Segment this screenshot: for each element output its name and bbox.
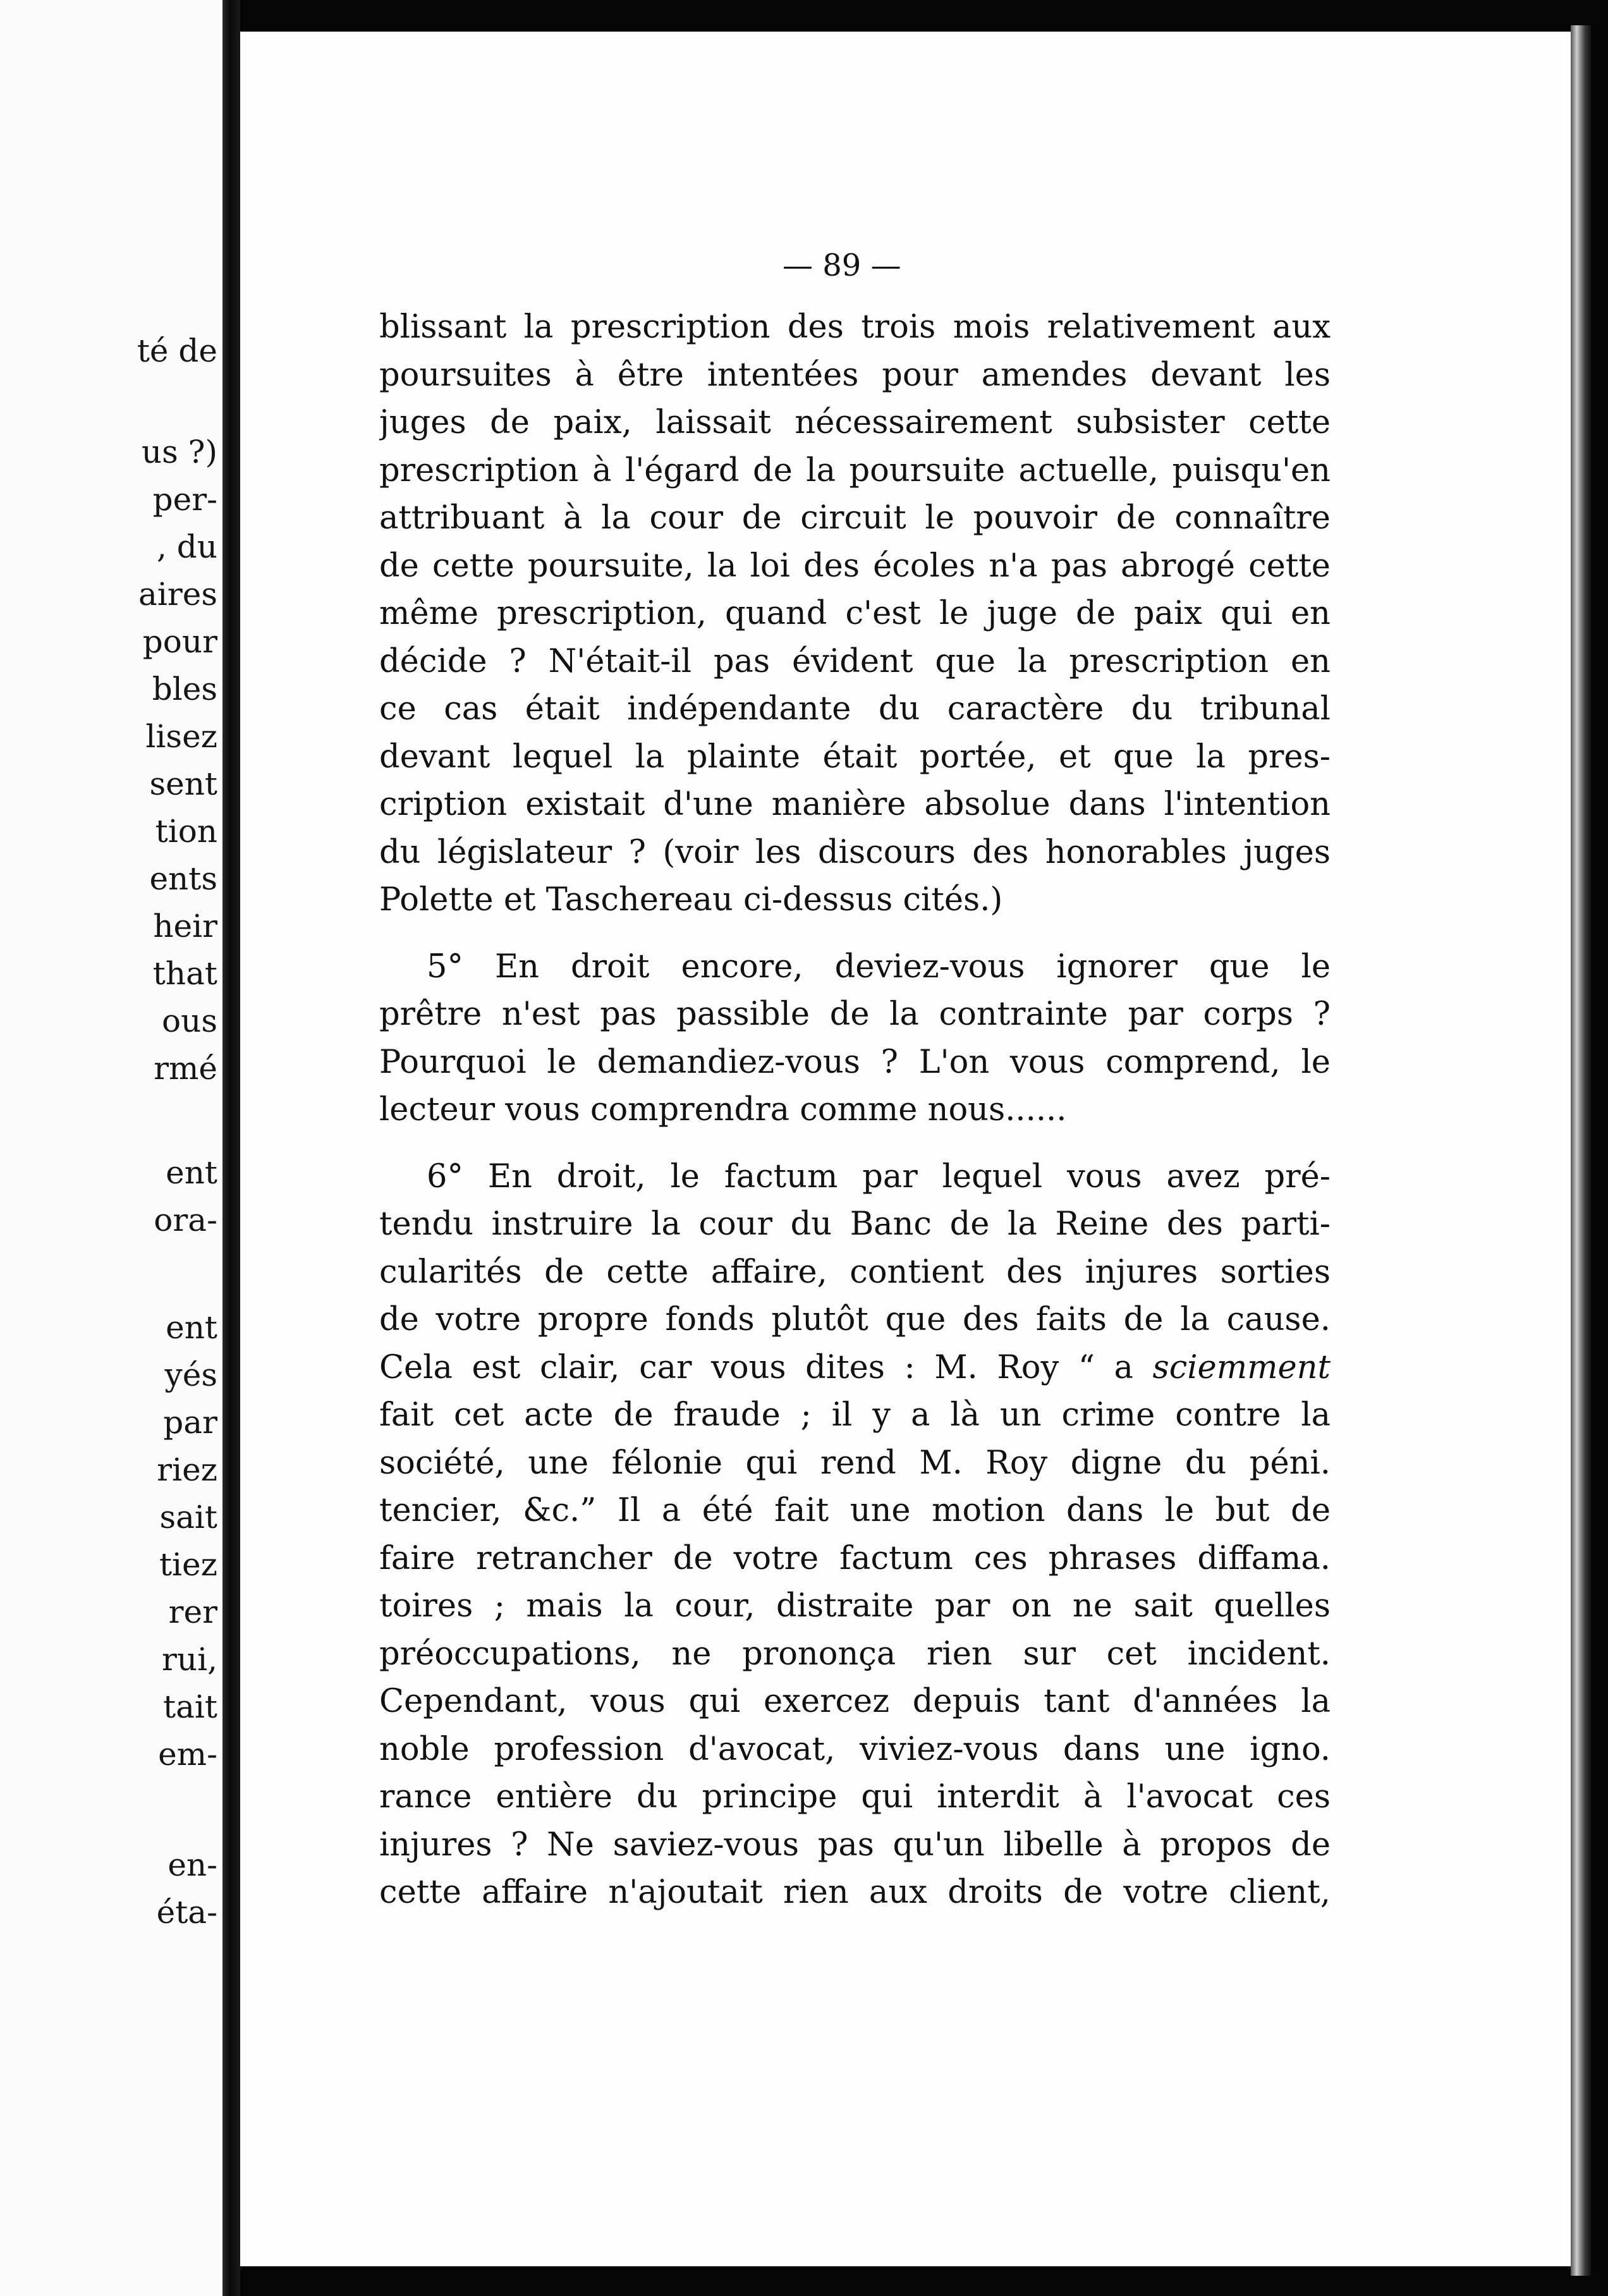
text-line: de votre propre fonds plutôt que des faits de la cause. xyxy=(379,1301,1331,1338)
left-page-line: ents xyxy=(149,860,217,897)
left-facing-page xyxy=(0,0,222,2296)
text-line: attribuant à la cour de circuit le pouvoir de connaître xyxy=(379,499,1331,537)
text-line: devant lequel la plainte était portée, et que la pres- xyxy=(379,738,1331,776)
left-page-line: pour xyxy=(142,623,217,660)
text-line: société, une félonie qui rend M. Roy digne du péni. xyxy=(379,1444,1331,1482)
book-gutter xyxy=(222,0,240,2296)
text-line: ce cas était indépendante du caractère du tribunal xyxy=(379,690,1331,728)
text-line: 6° En droit, le factum par lequel vous avez pré- xyxy=(427,1157,1331,1195)
left-page-line: ent xyxy=(166,1309,217,1346)
paragraph xyxy=(379,1153,1331,1917)
left-page-line: heir xyxy=(153,908,217,944)
left-page-line: aires xyxy=(138,576,217,613)
left-page-line: that xyxy=(152,955,217,992)
left-page-line: tiez xyxy=(159,1546,217,1583)
left-page-line: rmé xyxy=(154,1050,217,1087)
paragraph xyxy=(379,943,1331,1134)
text-line: préoccupations, ne prononça rien sur cet incident. xyxy=(379,1635,1331,1673)
text-line: de cette poursuite, la loi des écoles n'a pas abrogé cette xyxy=(379,547,1331,585)
text-line: Cependant, vous qui exercez depuis tant d'années la xyxy=(379,1683,1331,1720)
left-page-line: sent xyxy=(149,766,217,802)
left-page-line: us ?) xyxy=(141,434,217,470)
left-page-line: yés xyxy=(164,1357,217,1393)
text-line: fait cet acte de fraude ; il y a là un crime contre la xyxy=(379,1396,1331,1434)
left-page-line: par xyxy=(163,1404,217,1441)
left-page-line: sait xyxy=(159,1499,217,1536)
left-page-line: riez xyxy=(157,1451,217,1488)
text-line: lecteur vous comprendra comme nous...... xyxy=(379,1091,1067,1128)
left-page-line: ora- xyxy=(154,1202,217,1238)
text-line: cularités de cette affaire, contient des injures sorties xyxy=(379,1253,1331,1291)
text-line: du législateur ? (voir les discours des honorables juges xyxy=(379,833,1331,871)
text-line: tendu instruire la cour du Banc de la Reine des parti- xyxy=(379,1206,1331,1243)
text-line: poursuites à être intentées pour amendes devant les xyxy=(379,356,1331,394)
text-line: prescription à l'égard de la poursuite actuelle, puisqu'en xyxy=(379,451,1331,489)
paragraph xyxy=(379,303,1331,924)
left-page-line: tait xyxy=(163,1688,217,1725)
left-page-line: té de xyxy=(137,333,217,369)
text-line: injures ? Ne saviez-vous pas qu'un libelle à propos de xyxy=(379,1826,1331,1864)
left-page-line: per- xyxy=(152,481,217,518)
left-page-line: ous xyxy=(162,1003,217,1039)
left-page-line: bles xyxy=(152,671,217,707)
left-page-line: , du xyxy=(157,528,217,565)
text-line: 5° En droit encore, deviez-vous ignorer que le xyxy=(427,948,1331,986)
text-line: cription existait d'une manière absolue dans l'intention xyxy=(379,786,1331,823)
left-page-line: tion xyxy=(155,813,217,850)
paragraph-gap xyxy=(379,1134,1331,1153)
left-page-line: em- xyxy=(158,1736,217,1773)
text-line: rance entière du principe qui interdit à l'avocat ces xyxy=(379,1778,1331,1816)
left-page-line: ent xyxy=(166,1154,217,1191)
page-edge-shadow xyxy=(1571,25,1591,2276)
text-line: Cela est clair, car vous dites : M. Roy “ a sciemment xyxy=(379,1348,1331,1386)
left-page-line: rui, xyxy=(162,1641,217,1678)
text-line: tencier, &c.” Il a été fait une motion dans le but de xyxy=(379,1492,1331,1529)
paragraph-gap xyxy=(379,924,1331,943)
left-page-line: en- xyxy=(168,1847,217,1883)
left-page-line: éta- xyxy=(156,1894,217,1931)
text-line: prêtre n'est pas passible de la contrainte par corps ? xyxy=(379,996,1331,1033)
text-line: Pourquoi le demandiez-vous ? L'on vous comprend, le xyxy=(379,1043,1331,1081)
page-number: — 89 — xyxy=(783,248,901,283)
text-line: faire retrancher de votre factum ces phrases diffama. xyxy=(379,1539,1331,1577)
italic-word: sciemment xyxy=(1152,1348,1331,1386)
text-line: blissant la prescription des trois mois relativement aux xyxy=(379,308,1331,346)
text-line: juges de paix, laissait nécessairement subsister cette xyxy=(379,404,1331,441)
text-line: même prescription, quand c'est le juge de paix qui en xyxy=(379,595,1331,632)
text-line: cette affaire n'ajoutait rien aux droits de votre client, xyxy=(379,1874,1331,1911)
text-line: décide ? N'était-il pas évident que la prescription en xyxy=(379,642,1331,680)
left-page-line: lisez xyxy=(145,718,217,755)
text-line: toires ; mais la cour, distraite par on ne sait quelles xyxy=(379,1587,1331,1625)
text-line: noble profession d'avocat, viviez-vous dans une igno. xyxy=(379,1730,1331,1768)
left-page-line: rer xyxy=(168,1594,217,1630)
text-line: Polette et Taschereau ci-dessus cités.) xyxy=(379,881,1003,919)
body-text xyxy=(379,303,1331,1917)
